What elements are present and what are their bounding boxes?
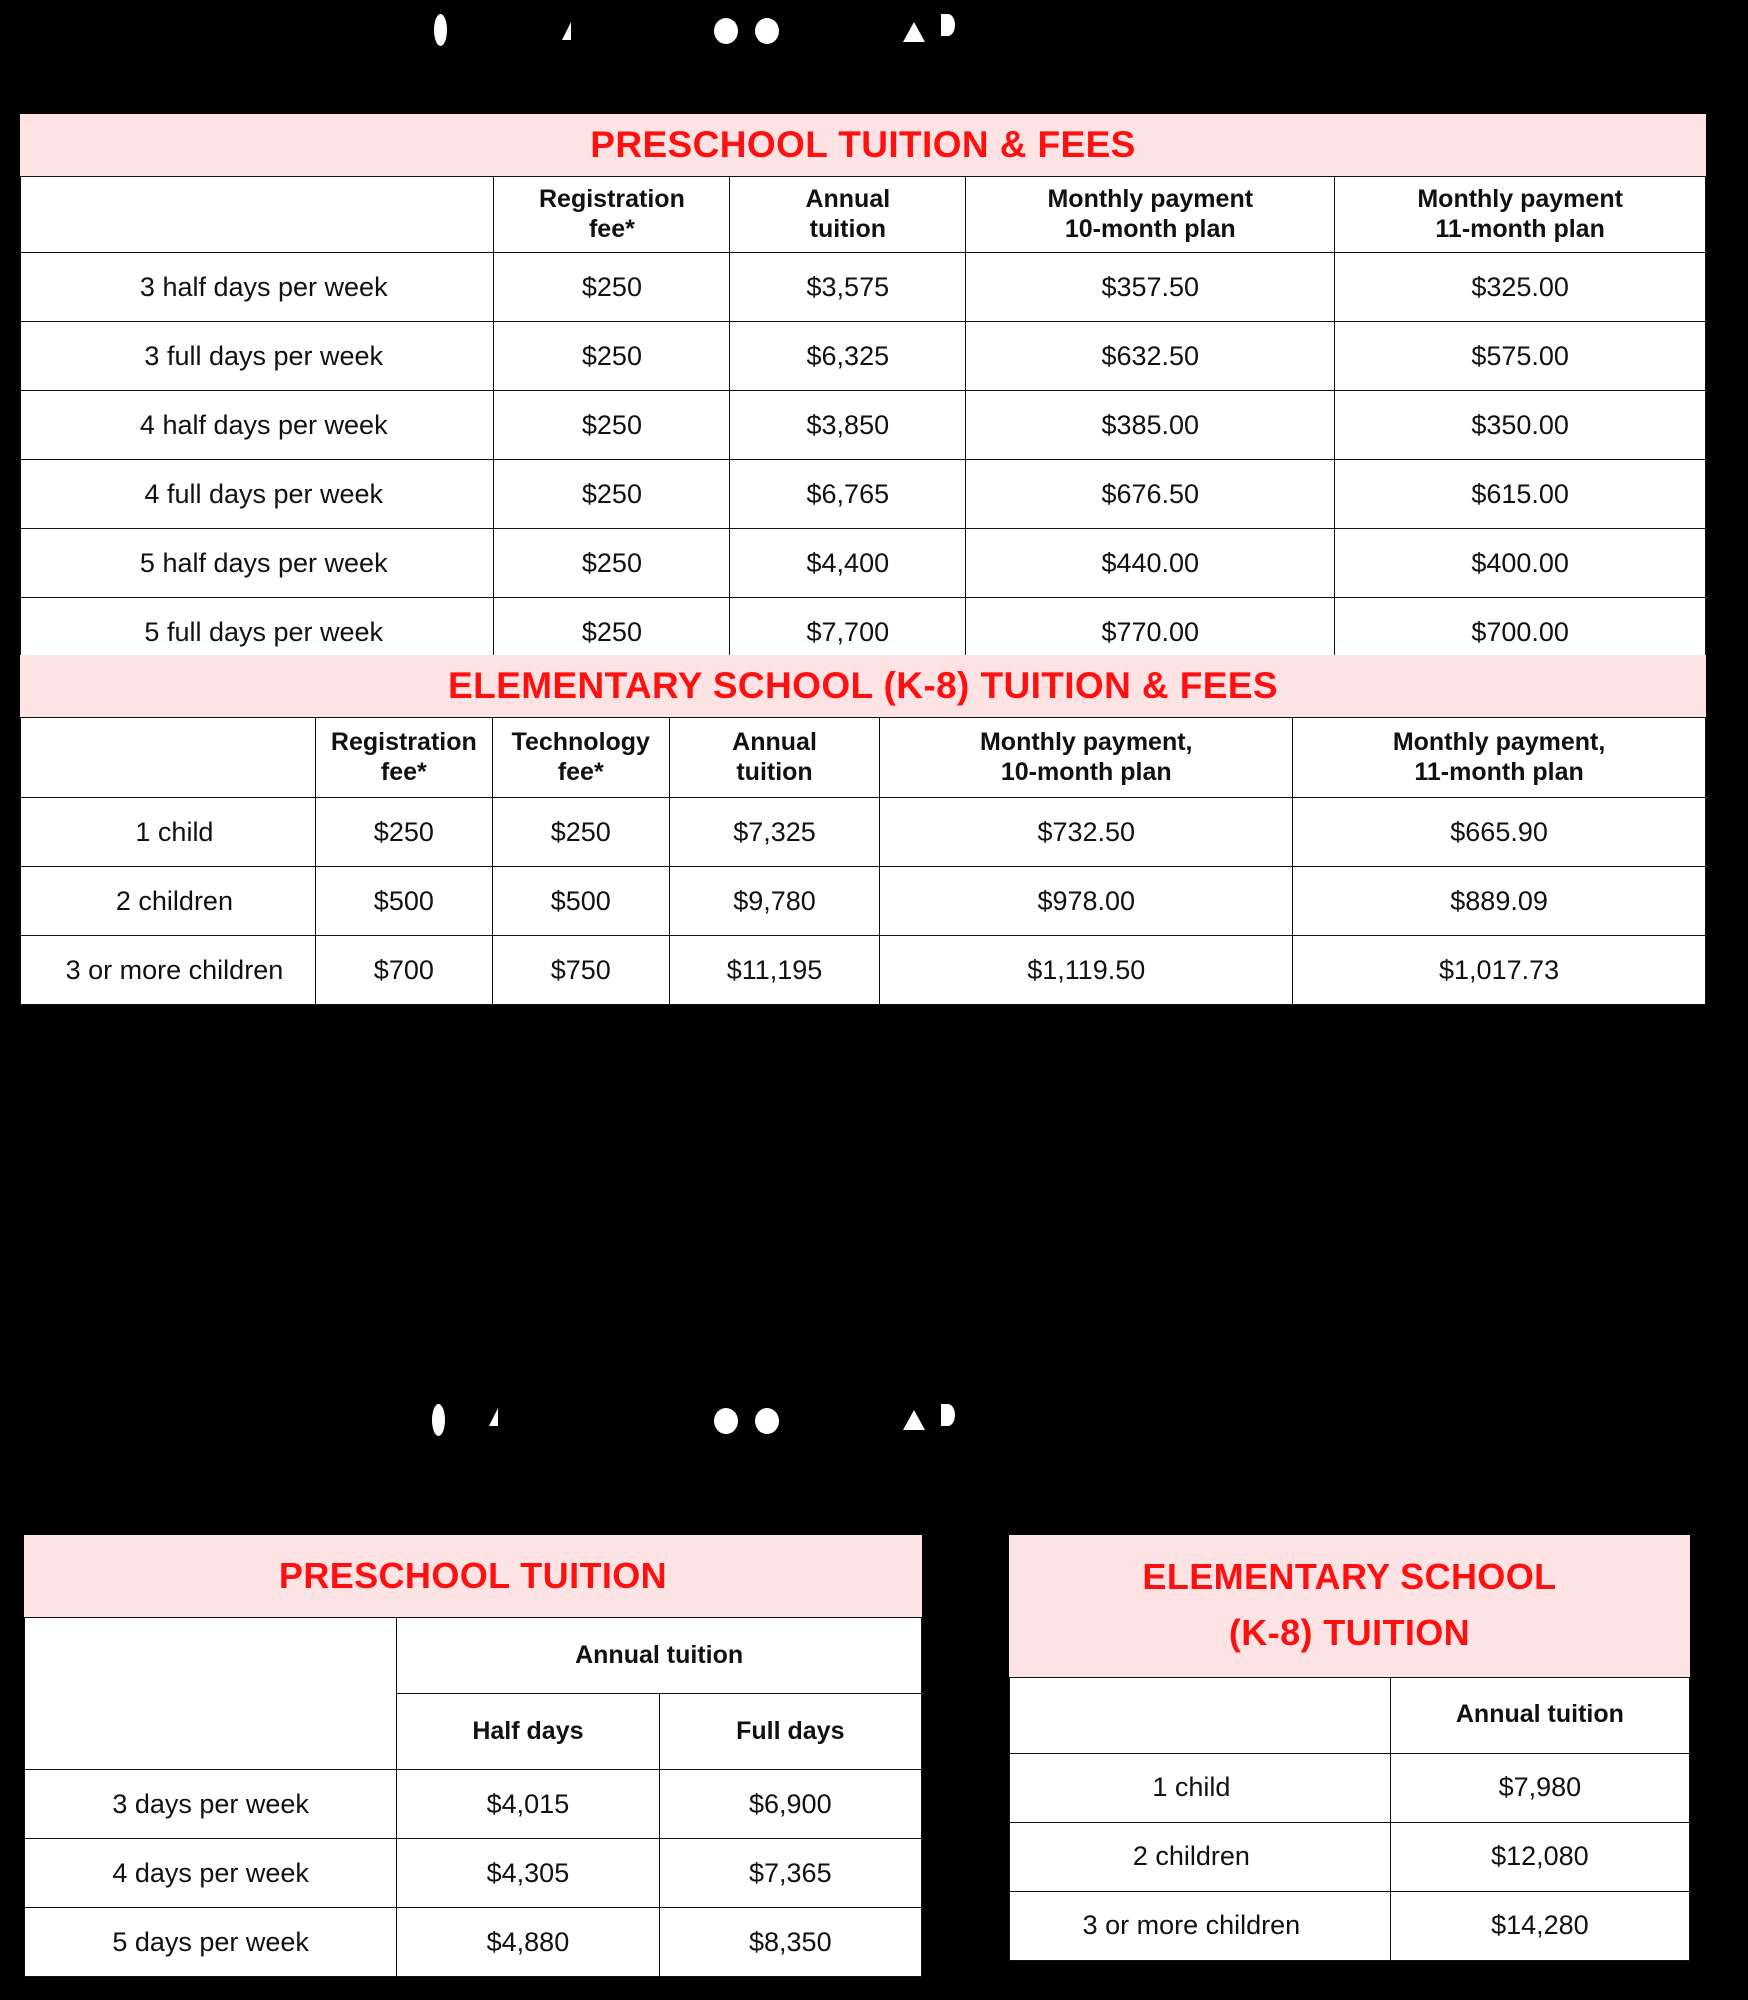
clipped-glyph-fragment bbox=[941, 1404, 955, 1426]
header-line-1: Annual bbox=[805, 185, 891, 213]
cell-monthly-10: $978.00 bbox=[880, 867, 1293, 936]
header-line-2: fee* bbox=[588, 214, 635, 243]
elementary-tuition-table bbox=[1009, 1677, 1690, 1961]
row-label: 3 half days per week bbox=[21, 253, 494, 322]
cell-registration-fee: $250 bbox=[494, 391, 730, 460]
elementary-tuition-fees-card bbox=[20, 655, 1706, 1005]
column-header-blank bbox=[21, 177, 494, 253]
cell-registration-fee: $250 bbox=[494, 460, 730, 529]
clipped-text-strip-top bbox=[0, 0, 1748, 46]
row-label: 5 full days per week bbox=[21, 598, 494, 667]
header-line-2: 10-month plan bbox=[1000, 757, 1172, 786]
cell-annual-tuition: $3,575 bbox=[730, 253, 966, 322]
clipped-glyph-fragment bbox=[714, 1408, 738, 1434]
preschool-tuition-fees-title: PRESCHOOL TUITION & FEES bbox=[20, 114, 1706, 176]
cell-annual-tuition: $9,780 bbox=[669, 867, 880, 936]
cell-monthly-11: $325.00 bbox=[1335, 253, 1706, 322]
table-row bbox=[1010, 1822, 1690, 1891]
column-header-monthly-10-month bbox=[966, 177, 1335, 253]
cell-monthly-11: $400.00 bbox=[1335, 529, 1706, 598]
table-header-row-group bbox=[25, 1618, 922, 1694]
elementary-tuition-title-line-1: ELEMENTARY SCHOOL bbox=[1142, 1556, 1557, 1597]
header-line-1: Monthly payment, bbox=[1392, 728, 1606, 756]
cell-registration-fee: $500 bbox=[315, 867, 492, 936]
preschool-tuition-card bbox=[24, 1535, 922, 1977]
cell-registration-fee: $250 bbox=[494, 322, 730, 391]
preschool-tuition-title: PRESCHOOL TUITION bbox=[24, 1535, 922, 1617]
column-header-registration-fee bbox=[494, 177, 730, 253]
column-header-annual-tuition bbox=[669, 718, 880, 798]
row-label: 1 child bbox=[1010, 1753, 1391, 1822]
column-header-monthly-11-month bbox=[1335, 177, 1706, 253]
table-row bbox=[21, 253, 1706, 322]
cell-half-days: $4,015 bbox=[397, 1770, 659, 1839]
header-line-1: Registration bbox=[539, 185, 685, 213]
clipped-glyph-fragment bbox=[903, 1410, 925, 1430]
clipped-glyph-fragment bbox=[755, 1408, 779, 1434]
table-row bbox=[25, 1908, 922, 1977]
column-header-blank bbox=[21, 718, 316, 798]
row-label: 3 or more children bbox=[21, 936, 316, 1005]
cell-annual-tuition: $3,850 bbox=[730, 391, 966, 460]
table-row bbox=[1010, 1753, 1690, 1822]
clipped-text-strip-middle bbox=[0, 1398, 1748, 1442]
table-header-row bbox=[1010, 1677, 1690, 1753]
cell-registration-fee: $700 bbox=[315, 936, 492, 1005]
elementary-tuition-title bbox=[1009, 1535, 1690, 1677]
cell-monthly-11: $1,017.73 bbox=[1293, 936, 1706, 1005]
cell-technology-fee: $250 bbox=[492, 798, 669, 867]
cell-monthly-10: $357.50 bbox=[966, 253, 1335, 322]
cell-registration-fee: $250 bbox=[494, 598, 730, 667]
row-label: 5 half days per week bbox=[21, 529, 494, 598]
column-header-monthly-10-month bbox=[880, 718, 1293, 798]
header-line-2: tuition bbox=[809, 214, 886, 243]
cell-annual-tuition: $7,325 bbox=[669, 798, 880, 867]
cell-half-days: $4,880 bbox=[397, 1908, 659, 1977]
cell-monthly-10: $385.00 bbox=[966, 391, 1335, 460]
cell-half-days: $4,305 bbox=[397, 1839, 659, 1908]
header-line-2: fee* bbox=[557, 757, 604, 786]
column-header-annual-tuition bbox=[730, 177, 966, 253]
clipped-glyph-fragment bbox=[562, 22, 571, 40]
header-line-1: Monthly payment bbox=[1417, 185, 1623, 213]
cell-monthly-11: $665.90 bbox=[1293, 798, 1706, 867]
cell-annual-tuition: $12,080 bbox=[1390, 1822, 1689, 1891]
column-header-monthly-11-month bbox=[1293, 718, 1706, 798]
header-line-1: Monthly payment, bbox=[979, 728, 1193, 756]
elementary-tuition-fees-table bbox=[20, 717, 1706, 1005]
cell-registration-fee: $250 bbox=[494, 253, 730, 322]
table-row bbox=[25, 1770, 922, 1839]
cell-annual-tuition: $7,980 bbox=[1390, 1753, 1689, 1822]
clipped-glyph-fragment bbox=[432, 1404, 445, 1436]
cell-full-days: $7,365 bbox=[659, 1839, 921, 1908]
elementary-tuition-title-line-2: (K-8) TUITION bbox=[1228, 1611, 1471, 1653]
cell-full-days: $6,900 bbox=[659, 1770, 921, 1839]
cell-monthly-10: $1,119.50 bbox=[880, 936, 1293, 1005]
table-row bbox=[25, 1839, 922, 1908]
cell-full-days: $8,350 bbox=[659, 1908, 921, 1977]
cell-monthly-10: $732.50 bbox=[880, 798, 1293, 867]
cell-annual-tuition: $7,700 bbox=[730, 598, 966, 667]
clipped-glyph-fragment bbox=[941, 14, 955, 36]
table-row bbox=[21, 460, 1706, 529]
clipped-glyph-fragment bbox=[434, 14, 447, 46]
header-line-1: Registration bbox=[330, 728, 477, 756]
row-label: 2 children bbox=[1010, 1822, 1391, 1891]
table-row bbox=[21, 322, 1706, 391]
table-row bbox=[21, 529, 1706, 598]
column-header-technology-fee bbox=[492, 718, 669, 798]
cell-registration-fee: $250 bbox=[494, 529, 730, 598]
header-line-2: 11-month plan bbox=[1414, 757, 1584, 786]
header-line-1: Monthly payment bbox=[1047, 185, 1254, 213]
row-label: 4 half days per week bbox=[21, 391, 494, 460]
row-label: 3 or more children bbox=[1010, 1891, 1391, 1960]
cell-monthly-11: $700.00 bbox=[1335, 598, 1706, 667]
cell-technology-fee: $750 bbox=[492, 936, 669, 1005]
clipped-glyph-fragment bbox=[755, 18, 779, 44]
clipped-glyph-fragment bbox=[903, 22, 925, 42]
row-label: 4 days per week bbox=[25, 1839, 397, 1908]
row-label: 4 full days per week bbox=[21, 460, 494, 529]
elementary-tuition-card bbox=[1009, 1535, 1690, 1961]
header-line-1: Annual bbox=[732, 728, 817, 756]
row-label: 3 full days per week bbox=[21, 322, 494, 391]
cell-annual-tuition: $14,280 bbox=[1390, 1891, 1689, 1960]
column-header-registration-fee bbox=[315, 718, 492, 798]
header-line-1: Technology bbox=[511, 728, 650, 756]
column-header-half-days: Half days bbox=[397, 1694, 659, 1770]
column-header-full-days: Full days bbox=[659, 1694, 921, 1770]
row-label: 3 days per week bbox=[25, 1770, 397, 1839]
elementary-tuition-fees-title: ELEMENTARY SCHOOL (K-8) TUITION & FEES bbox=[20, 655, 1706, 717]
cell-monthly-11: $889.09 bbox=[1293, 867, 1706, 936]
cell-monthly-11: $350.00 bbox=[1335, 391, 1706, 460]
table-row bbox=[21, 867, 1706, 936]
table-row bbox=[21, 936, 1706, 1005]
header-line-2: 11-month plan bbox=[1435, 214, 1605, 243]
cell-monthly-10: $440.00 bbox=[966, 529, 1335, 598]
cell-annual-tuition: $11,195 bbox=[669, 936, 880, 1005]
cell-monthly-10: $676.50 bbox=[966, 460, 1335, 529]
table-header-row bbox=[21, 177, 1706, 253]
cell-annual-tuition: $6,765 bbox=[730, 460, 966, 529]
row-label: 2 children bbox=[21, 867, 316, 936]
cell-registration-fee: $250 bbox=[315, 798, 492, 867]
preschool-tuition-fees-card bbox=[20, 114, 1706, 667]
table-row bbox=[21, 798, 1706, 867]
cell-technology-fee: $500 bbox=[492, 867, 669, 936]
table-header-row bbox=[21, 718, 1706, 798]
clipped-glyph-fragment bbox=[489, 1408, 498, 1426]
cell-annual-tuition: $6,325 bbox=[730, 322, 966, 391]
header-line-2: tuition bbox=[736, 757, 813, 786]
header-line-2: 10-month plan bbox=[1064, 214, 1236, 243]
cell-monthly-11: $575.00 bbox=[1335, 322, 1706, 391]
preschool-tuition-fees-table bbox=[20, 176, 1706, 667]
cell-annual-tuition: $4,400 bbox=[730, 529, 966, 598]
cell-monthly-10: $632.50 bbox=[966, 322, 1335, 391]
column-header-annual-tuition-group: Annual tuition bbox=[397, 1618, 922, 1694]
clipped-glyph-fragment bbox=[714, 18, 738, 44]
table-row bbox=[1010, 1891, 1690, 1960]
cell-monthly-11: $615.00 bbox=[1335, 460, 1706, 529]
preschool-tuition-table bbox=[24, 1617, 922, 1977]
header-line-2: fee* bbox=[380, 757, 427, 786]
row-label: 5 days per week bbox=[25, 1908, 397, 1977]
column-header-blank bbox=[25, 1618, 397, 1770]
column-header-annual-tuition: Annual tuition bbox=[1390, 1677, 1689, 1753]
table-row bbox=[21, 391, 1706, 460]
column-header-blank bbox=[1010, 1677, 1391, 1753]
row-label: 1 child bbox=[21, 798, 316, 867]
cell-monthly-10: $770.00 bbox=[966, 598, 1335, 667]
